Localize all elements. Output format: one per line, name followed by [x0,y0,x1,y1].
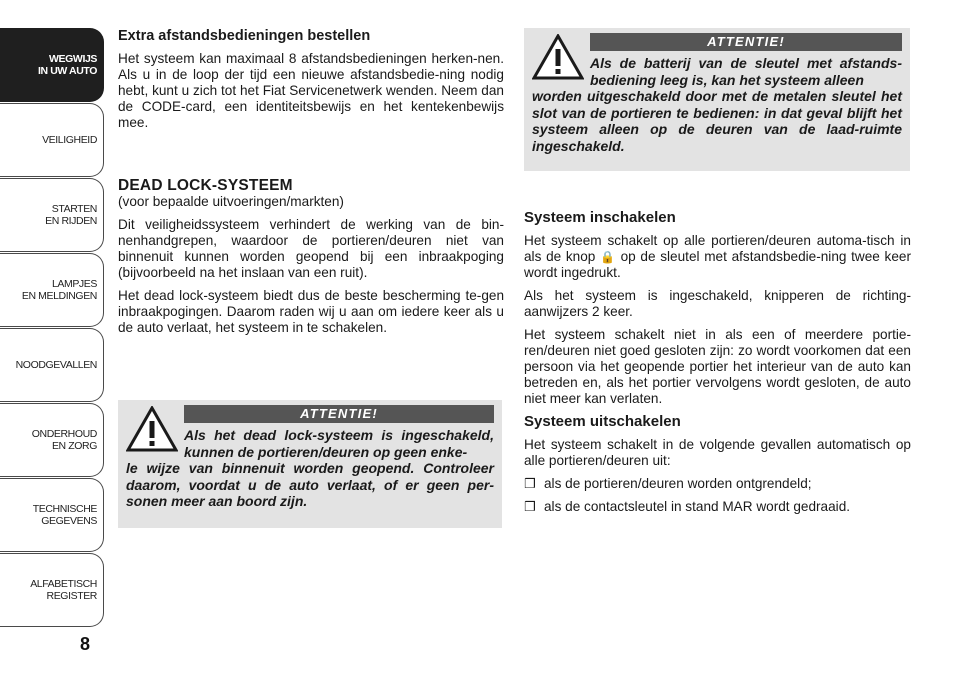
paragraph-uitschakelen: Het systeem schakelt in de volgende gevallen automatisch op alle portieren/deuren uit: [524,437,911,468]
paragraph-inschakelen-3: Het systeem schakelt niet in als een of meerdere portie-ren/deuren niet goed gesloten zijn: zo wordt voorkomen dat een persoon via het geopende portier het interieur van de auto kan betreden en, als het portier vervolgens wordt gesloten, de auto niet meer kan verlaten. [524,327,911,406]
list-item [524,476,911,492]
tab-label-line2: EN MELDINGEN [21,290,97,302]
tab-label-line1: NOODGEVALLEN [15,359,97,371]
warning-text-indented: Als de batterij van de sleutel met afstands-bediening leeg is, kan het systeem alleen [590,55,902,88]
tab-technische[interactable] [0,478,104,552]
paragraph-text: op de sleutel met afstandsbedie-ning twee keer wordt ingedrukt. [524,249,911,280]
left-column [118,28,504,343]
subtitle-dead-lock: (voor bepaalde uitvoeringen/markten) [118,194,344,209]
paragraph-inschakelen-1 [524,233,911,281]
tab-starten[interactable] [0,178,104,252]
page-number: 8 [79,634,90,654]
tab-alfabetisch[interactable] [0,553,104,627]
paragraph-dead-lock-2: Het dead lock-systeem biedt dus de beste bescherming te-gen inbraakpogingen. Daarom raden wij u aan om iedere keer als u de auto verlaat, het systeem in te schakelen. [118,288,504,335]
warning-text [532,55,902,154]
tab-label-line1: ONDERHOUD [31,428,97,440]
paragraph-extra-remotes: Het systeem kan maximaal 8 afstandsbedieningen herken-nen. Als u in de loop der tijd een nieuwe afstandsbedie-ning nodig hebt, kunt u zich tot het Fiat Servicenetwerk wenden. Neem dan de CODE-card, een identiteitsbewijs en het kentekenbewijs mee. [118,51,504,130]
paragraph-inschakelen-2: Als het systeem is ingeschakeld, knipperen de richting-aanwijzers 2 keer. [524,288,911,319]
checkbox-bullet-icon: ❒ [524,476,536,491]
heading-dead-lock: DEAD LOCK-SYSTEEM [118,177,293,194]
tab-label-line2: EN ZORG [51,440,97,452]
tab-veiligheid[interactable] [0,103,104,177]
warning-box-battery [524,28,910,171]
lock-icon: 🔒 [600,250,616,264]
list-item [524,499,911,515]
heading-extra-remotes: Extra afstandsbedieningen bestellen [118,28,371,44]
tab-label-line2: EN RIJDEN [45,215,97,227]
tab-label-line1: ALFABETISCH [30,578,97,590]
tab-wegwijs[interactable] [0,28,104,102]
paragraph-text: Het systeem schakelt op alle portieren/deuren automa-tisch in als de knop [524,233,911,264]
heading-systeem-inschakelen: Systeem inschakelen [524,209,676,226]
tab-label-line2: IN UW AUTO [38,65,97,77]
warning-text-rest: worden uitgeschakeld door met de metalen sleutel het slot van de portieren te bedienen: in dat geval blijft het systeem alleen op de deuren van de laad-ruimte ingeschakeld. [532,88,902,154]
checkbox-bullet-icon: ❒ [524,499,536,514]
tab-label-line1: STARTEN [51,203,97,215]
warning-triangle-icon [532,34,584,80]
heading-systeem-uitschakelen: Systeem uitschakelen [524,413,681,430]
tab-label-line1: VEILIGHEID [42,134,97,146]
tab-noodgevallen[interactable] [0,328,104,402]
tab-lampjes[interactable] [0,253,104,327]
paragraph-dead-lock-1: Dit veiligheidssysteem verhindert de werking van de bin-nenhandgrepen, waardoor de portieren/deuren niet van binnenuit kunnen worden geopend bij een inbraakpoging (bijvoorbeeld na het inslaan van een ruit). [118,217,504,280]
tab-label-line2: REGISTER [46,590,97,602]
warning-title: ATTENTIE! [184,405,494,423]
warning-box-dead-lock [118,400,502,528]
tab-label-line1: WEGWIJS [49,53,97,65]
tab-label-line2: GEGEVENS [41,515,97,527]
warning-text [126,427,494,510]
warning-text-indented: Als het dead lock-systeem is ingeschakeld, kunnen de portieren/deuren op geen enke- [184,427,494,460]
tab-label-line1: LAMPJES [51,278,97,290]
warning-title: ATTENTIE! [590,33,902,51]
list-item-text: als de contactsleutel in stand MAR wordt gedraaid. [544,499,851,514]
tab-label-line1: TECHNISCHE [32,503,97,515]
right-column [524,210,911,522]
warning-triangle-icon [126,406,178,452]
list-item-text: als de portieren/deuren worden ontgrendeld; [544,476,812,491]
tab-onderhoud[interactable] [0,403,104,477]
warning-text-rest: le wijze van binnenuit worden geopend. Controleer daarom, voordat u de auto verlaat, of er geen per-sonen meer aan boord zijn. [126,460,494,509]
chapter-tabs [0,28,104,628]
